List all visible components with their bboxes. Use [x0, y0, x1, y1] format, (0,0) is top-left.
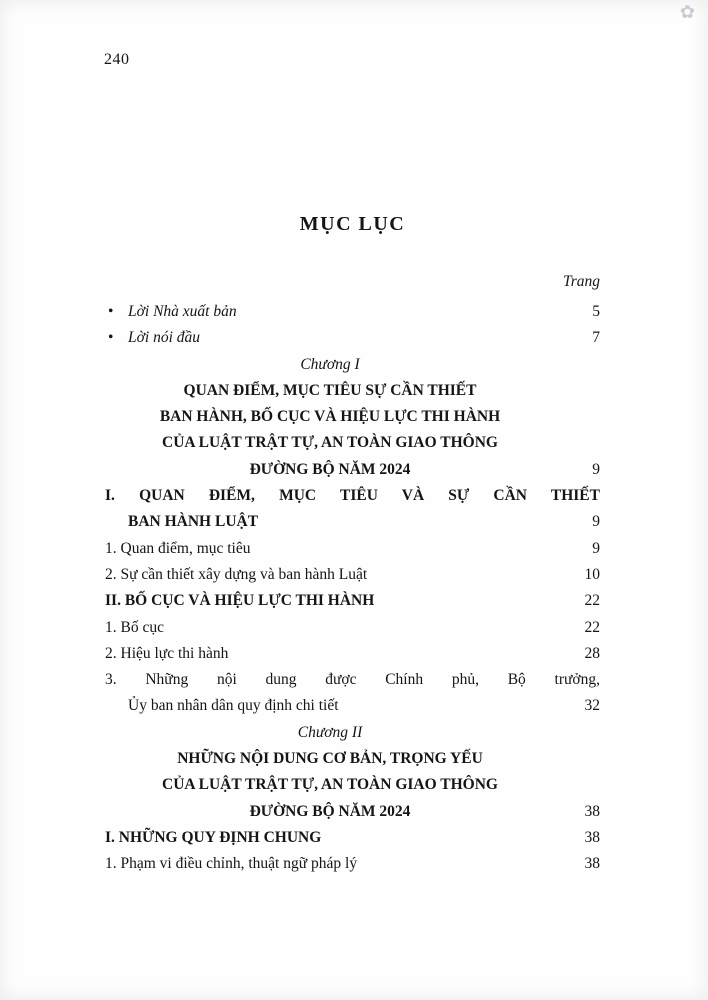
page-number: 240: [104, 51, 130, 68]
toc-entry: [105, 404, 600, 430]
toc-entry-text: 3. Những nội dung được Chính phủ, Bộ trưởng,: [105, 671, 600, 689]
toc-entry: [105, 430, 600, 456]
toc-entry: [105, 799, 600, 825]
toc-entry: [105, 667, 600, 693]
toc-entry-page: 22: [584, 618, 600, 636]
toc-entry-text: 1. Quan điểm, mục tiêu: [105, 539, 251, 557]
toc-entry-text: Lời Nhà xuất bản: [128, 303, 237, 320]
toc-entry: [105, 378, 600, 404]
bullet-icon: •: [108, 303, 114, 320]
toc-entry-page: 38: [584, 828, 600, 846]
toc-entry-page: 5: [592, 303, 600, 320]
toc-entry: [105, 615, 600, 641]
toc-entry-text: QUAN ĐIỂM, MỤC TIÊU SỰ CẦN THIẾT: [183, 381, 477, 399]
toc-entry-page: 32: [584, 697, 600, 715]
toc-entry: [105, 720, 600, 746]
toc-entry-text: BAN HÀNH LUẬT: [128, 513, 259, 531]
toc-entry-text: CỦA LUẬT TRẬT TỰ, AN TOÀN GIAO THÔNG: [162, 776, 498, 794]
toc-entry: [105, 641, 600, 667]
toc-entry-text: ĐƯỜNG BỘ NĂM 2024: [249, 460, 411, 478]
toc-entry-text: Ủy ban nhân dân quy định chi tiết: [128, 697, 339, 715]
toc-entry-text: Chương I: [300, 355, 360, 373]
toc-entry-text: ĐƯỜNG BỘ NĂM 2024: [249, 802, 411, 820]
toc-entry-text: I. NHỮNG QUY ĐỊNH CHUNG: [105, 828, 322, 846]
bullet-icon: •: [108, 329, 114, 347]
toc-entry: [105, 588, 600, 614]
toc-entry-page: 9: [592, 539, 600, 557]
page-column-header: Trang: [562, 273, 600, 290]
toc-content: [105, 0, 600, 1000]
toc-entry: [105, 536, 600, 562]
toc-entry: [105, 693, 600, 719]
toc-entry: [105, 483, 600, 509]
toc-entry-text: 1. Bố cục: [105, 618, 164, 636]
toc-entry-text: Chương II: [297, 723, 363, 741]
toc-entry: [105, 772, 600, 798]
flower-icon: ✿: [679, 2, 695, 23]
toc-entry-page: 10: [584, 565, 600, 583]
toc-title: MỤC LỤC: [299, 213, 406, 235]
toc-entry: [105, 746, 600, 772]
toc-entry: [105, 457, 600, 483]
toc-entry: [105, 851, 600, 877]
toc-entry-text: NHỮNG NỘI DUNG CƠ BẢN, TRỌNG YẾU: [177, 750, 483, 768]
toc-entry-text: II. BỐ CỤC VÀ HIỆU LỰC THI HÀNH: [105, 592, 375, 610]
toc-entry: [105, 509, 600, 535]
toc-entry-page: 22: [584, 592, 600, 610]
toc-entry-text: 2. Sự cần thiết xây dựng và ban hành Luật: [105, 565, 368, 583]
toc-entries: [105, 299, 600, 878]
toc-entry-text: BAN HÀNH, BỐ CỤC VÀ HIỆU LỰC THI HÀNH: [159, 408, 501, 426]
toc-entry-page: 38: [584, 802, 600, 820]
toc-entry-page: 28: [584, 644, 600, 662]
toc-entry: [105, 562, 600, 588]
toc-entry: [105, 299, 600, 325]
toc-entry-page: 9: [592, 513, 600, 531]
toc-entry-text: I. QUAN ĐIỂM, MỤC TIÊU VÀ SỰ CẦN THIẾT: [105, 487, 600, 505]
toc-entry-text: CỦA LUẬT TRẬT TỰ, AN TOÀN GIAO THÔNG: [162, 434, 498, 452]
toc-entry-text: 1. Phạm vi điều chỉnh, thuật ngữ pháp lý: [105, 855, 358, 873]
toc-entry: [105, 825, 600, 851]
toc-entry-text: Lời nói đầu: [128, 329, 201, 347]
toc-entry-page: 7: [592, 329, 600, 347]
toc-entry: [105, 325, 600, 351]
toc-entry: [105, 352, 600, 378]
toc-entry-page: 38: [584, 855, 600, 873]
toc-entry-text: 2. Hiệu lực thi hành: [105, 644, 229, 662]
toc-entry-page: 9: [592, 460, 600, 478]
